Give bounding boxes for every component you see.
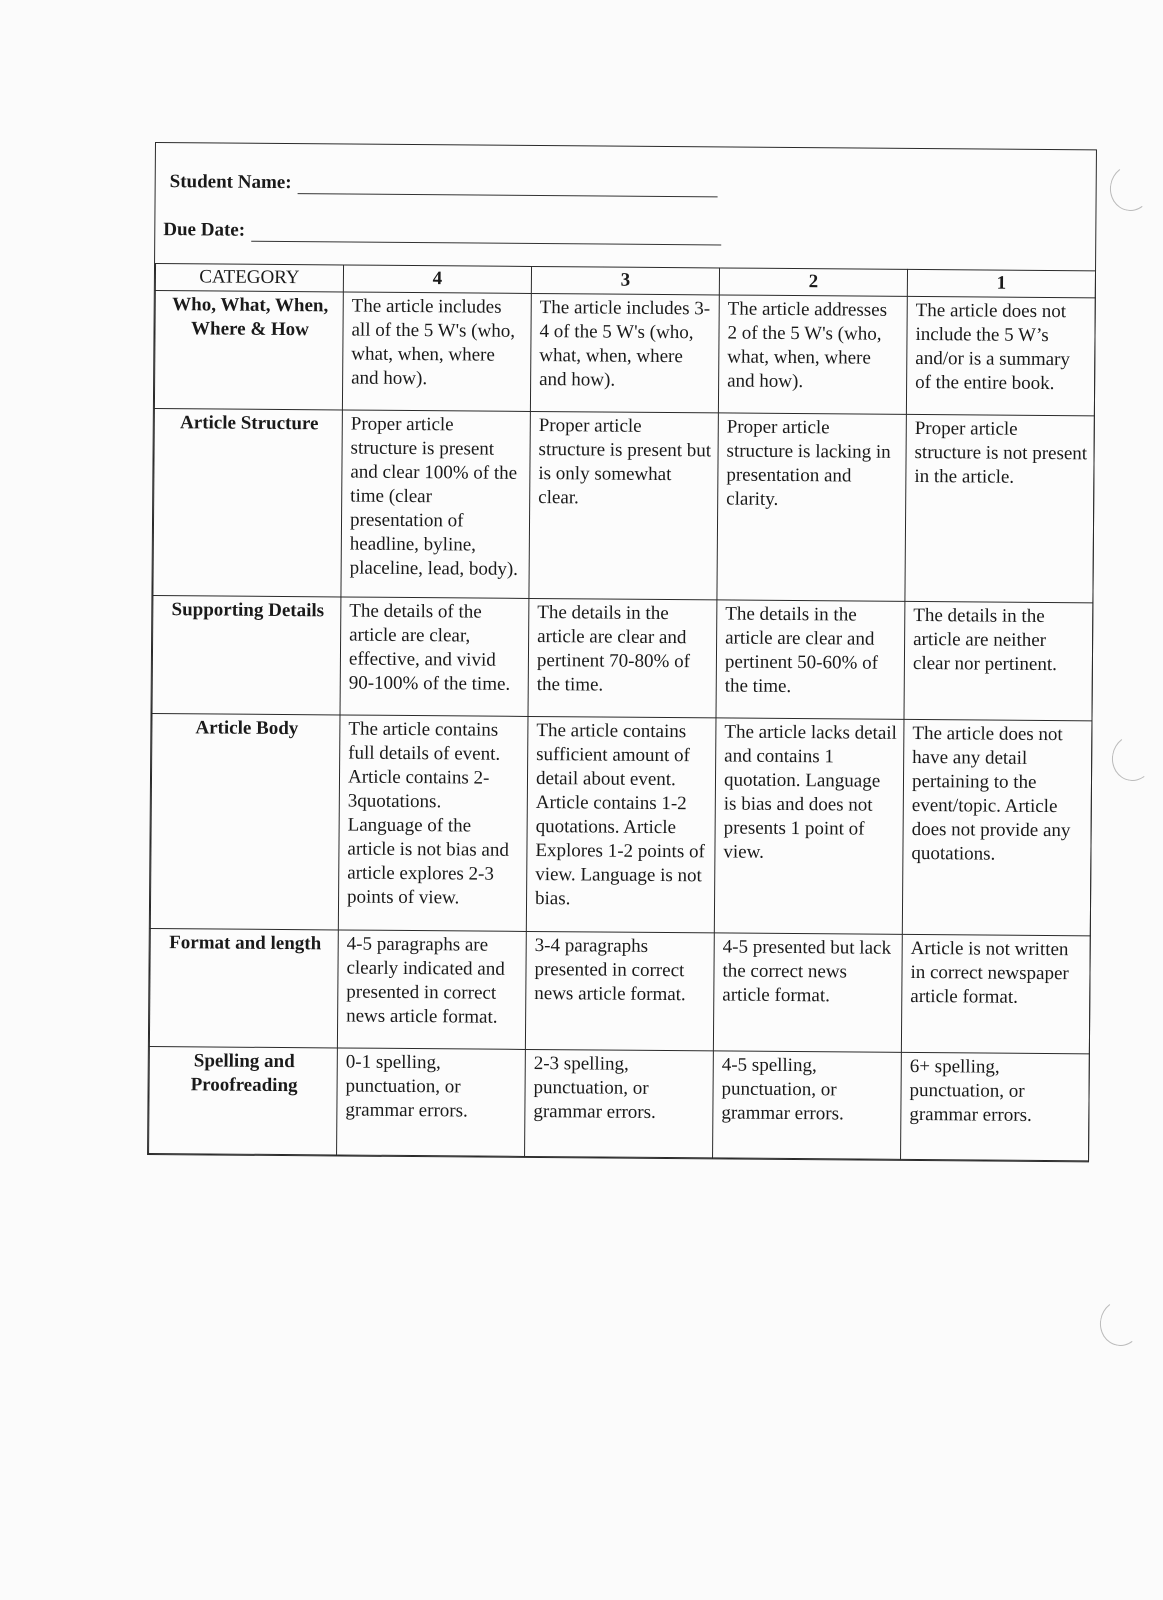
student-name-line[interactable] [298,192,718,197]
student-name-label: Student Name: [169,171,292,194]
binder-hole-mark [1108,732,1157,785]
column-header: 3 [531,266,719,294]
criteria-cell: 2-3 spelling, punctuation, or grammar errors. [525,1049,714,1157]
criteria-cell: The article addresses 2 of the 5 W's (who, what, when, where and how). [718,295,907,414]
category-cell: Format and length [149,928,338,1047]
criteria-cell: 4-5 presented but lack the correct news article format. [713,933,902,1052]
criteria-cell: The details in the article are neither clear nor pertinent. [904,601,1093,720]
criteria-cell: The article contains sufficient amount of detail about event. Article contains 1-2 quotations. Article Explores 1-2 points of view. Language is not bias. [526,716,716,932]
criteria-cell: Proper article structure is lacking in presentation and clarity. [717,413,906,601]
criteria-cell: The details of the article are clear, effective, and vivid 90-100% of the time. [340,597,529,716]
column-header: 4 [343,265,531,293]
criteria-cell: The article contains full details of event. Article contains 2-3quotations. Language of the article is not bias and article explores 2-3 points of view. [338,715,528,931]
criteria-cell: 3-4 paragraphs presented in correct news article format. [525,931,714,1050]
criteria-cell: 4-5 paragraphs are clearly indicated and presented in correct news article format. [337,930,526,1049]
student-name-field [170,171,718,197]
criteria-cell: The article includes all of the 5 W's (who, what, when, where and how). [342,292,531,411]
rubric-table [148,263,1096,1161]
rubric-row [154,291,1095,416]
due-date-label: Due Date: [163,219,246,241]
criteria-cell: Proper article structure is present and clear 100% of the time (clear presentation of headline, byline, placeline, lead, body). [341,410,530,598]
rubric-row [153,409,1094,603]
category-cell: Supporting Details [152,595,341,714]
criteria-cell: Proper article structure is present but is only somewhat clear. [529,411,718,599]
criteria-cell: 0-1 spelling, punctuation, or grammar errors. [337,1048,526,1156]
criteria-cell: The article lacks detail and contains 1 quotation. Language is bias and does not presents 1 point of view. [714,718,904,934]
binder-hole-mark [1096,1297,1145,1350]
criteria-cell: The article does not include the 5 W’s and/or is a summary of the entire book. [906,296,1095,415]
column-header: 2 [719,268,907,296]
header-section [155,143,1096,270]
rubric-row [152,595,1093,720]
criteria-cell: 6+ spelling, punctuation, or grammar errors. [901,1052,1090,1160]
category-cell: Spelling and Proofreading [149,1046,338,1154]
category-cell: Article Structure [153,409,342,597]
column-header: 1 [907,269,1095,297]
column-header: CATEGORY [155,264,343,292]
criteria-cell: The article includes 3-4 of the 5 W's (who, what, when, where and how). [530,293,719,412]
binder-hole-mark [1106,162,1155,215]
criteria-cell: Article is not written in correct newspaper article format. [901,934,1090,1053]
category-cell: Article Body [150,713,340,929]
criteria-cell: The details in the article are clear and pertinent 70-80% of the time. [528,598,717,717]
rubric-row [150,713,1092,935]
criteria-cell: The details in the article are clear and pertinent 50-60% of the time. [716,600,905,719]
due-date-field [163,219,721,245]
criteria-cell: The article does not have any detail pertaining to the event/topic. Article does not provide any quotations. [902,719,1092,935]
criteria-cell: 4-5 spelling, punctuation, or grammar errors. [713,1051,902,1159]
rubric-row [149,928,1090,1053]
category-cell: Who, What, When, Where & How [154,291,343,410]
rubric-sheet [147,142,1097,1162]
criteria-cell: Proper article structure is not present in the article. [905,414,1094,602]
rubric-row [149,1046,1090,1160]
due-date-line[interactable] [251,240,721,246]
